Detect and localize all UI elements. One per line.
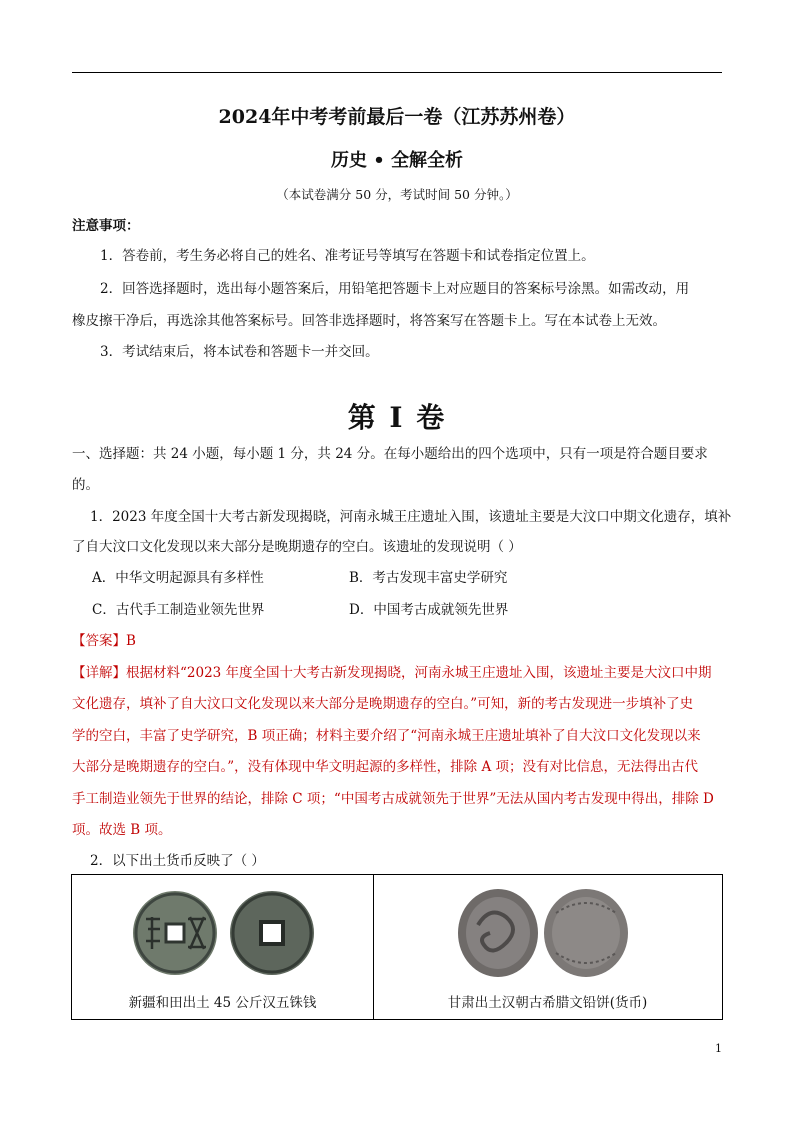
wuzhu-coins-image xyxy=(130,889,318,977)
q1-option-d: D．中国考古成就领先世界 xyxy=(349,602,509,618)
q1-analysis-line: 大部分是晚期遗存的空白。”，没有体现中华文明起源的多样性，排除 A 项；没有对比信息，无法得出古代 xyxy=(72,759,698,775)
right-image-caption: 甘肃出土汉朝古希腊文铅饼(货币) xyxy=(447,995,648,1011)
notice-item-2-line-2: 橡皮擦干净后，再选涂其他答案标号。回答非选择题时，将答案写在答题卡上。写在本试卷上无效。 xyxy=(72,313,666,329)
notice-item-1: 1．答卷前，考生务必将自己的姓名、准考证号等填写在答题卡和试卷指定位置上。 xyxy=(100,248,595,264)
q1-option-b: B．考古发现丰富史学研究 xyxy=(349,570,508,586)
q1-stem-line-1: 1．2023 年度全国十大考古新发现揭晓，河南永城王庄遗址入围，该遗址主要是大汶口中期文化遗存，填补 xyxy=(90,509,732,525)
page-number: 1 xyxy=(715,1042,722,1055)
exam-title: 2024年中考考前最后一卷（江苏苏州卷） xyxy=(218,106,576,128)
q1-analysis-line: 手工制造业领先于世界的结论，排除 C 项；“中国考古成就领先于世界”无法从国内考古发现中得出，排除 D xyxy=(72,791,714,807)
section-instruction-line-1: 一、选择题：共 24 小题，每小题 1 分，共 24 分。在每小题给出的四个选项中，只有一项是符合题目要求 xyxy=(72,446,708,462)
header-rule xyxy=(72,72,722,73)
q1-answer: 【答案】B xyxy=(72,633,136,649)
section-instruction-line-2: 的。 xyxy=(72,477,99,493)
q1-analysis-line: 项。故选 B 项。 xyxy=(72,822,172,838)
exam-note: （本试卷满分 50 分，考试时间 50 分钟。） xyxy=(276,187,518,202)
q2-stem: 2．以下出土货币反映了（ ） xyxy=(90,853,265,869)
volume-title: 第 I 卷 xyxy=(347,401,447,434)
lead-cake-coins-image xyxy=(456,887,632,979)
q1-analysis-line: 文化遗存，填补了自大汶口文化发现以来大部分是晚期遗存的空白。”可知，新的考古发现进一步填补了史 xyxy=(72,696,694,712)
q1-analysis-line: 学的空白，丰富了史学研究，B 项正确；材料主要介绍了“河南永城王庄遗址填补了自大汶口文化发现以来 xyxy=(72,728,701,744)
notice-item-3: 3．考试结束后，将本试卷和答题卡一并交回。 xyxy=(100,344,379,360)
q1-stem-line-2: 了自大汶口文化发现以来大部分是晚期遗存的空白。该遗址的发现说明（ ） xyxy=(72,539,522,555)
notice-item-2-line-1: 2．回答选择题时，选出每小题答案后，用铅笔把答题卡上对应题目的答案标号涂黑。如需改动，用 xyxy=(100,281,690,297)
q2-image-table xyxy=(71,874,723,1020)
notice-heading: 注意事项： xyxy=(72,218,140,234)
q1-option-a: A．中华文明起源具有多样性 xyxy=(92,570,264,586)
q1-option-c: C．古代手工制造业领先世界 xyxy=(92,602,265,618)
left-image-caption: 新疆和田出土 45 公斤汉五铢钱 xyxy=(128,995,317,1011)
q1-analysis-line: 【详解】根据材料“2023 年度全国十大考古新发现揭晓，河南永城王庄遗址入围，该遗址主要是大汶口中期 xyxy=(72,665,712,681)
exam-subtitle: 历史 • 全解全析 xyxy=(330,150,464,171)
